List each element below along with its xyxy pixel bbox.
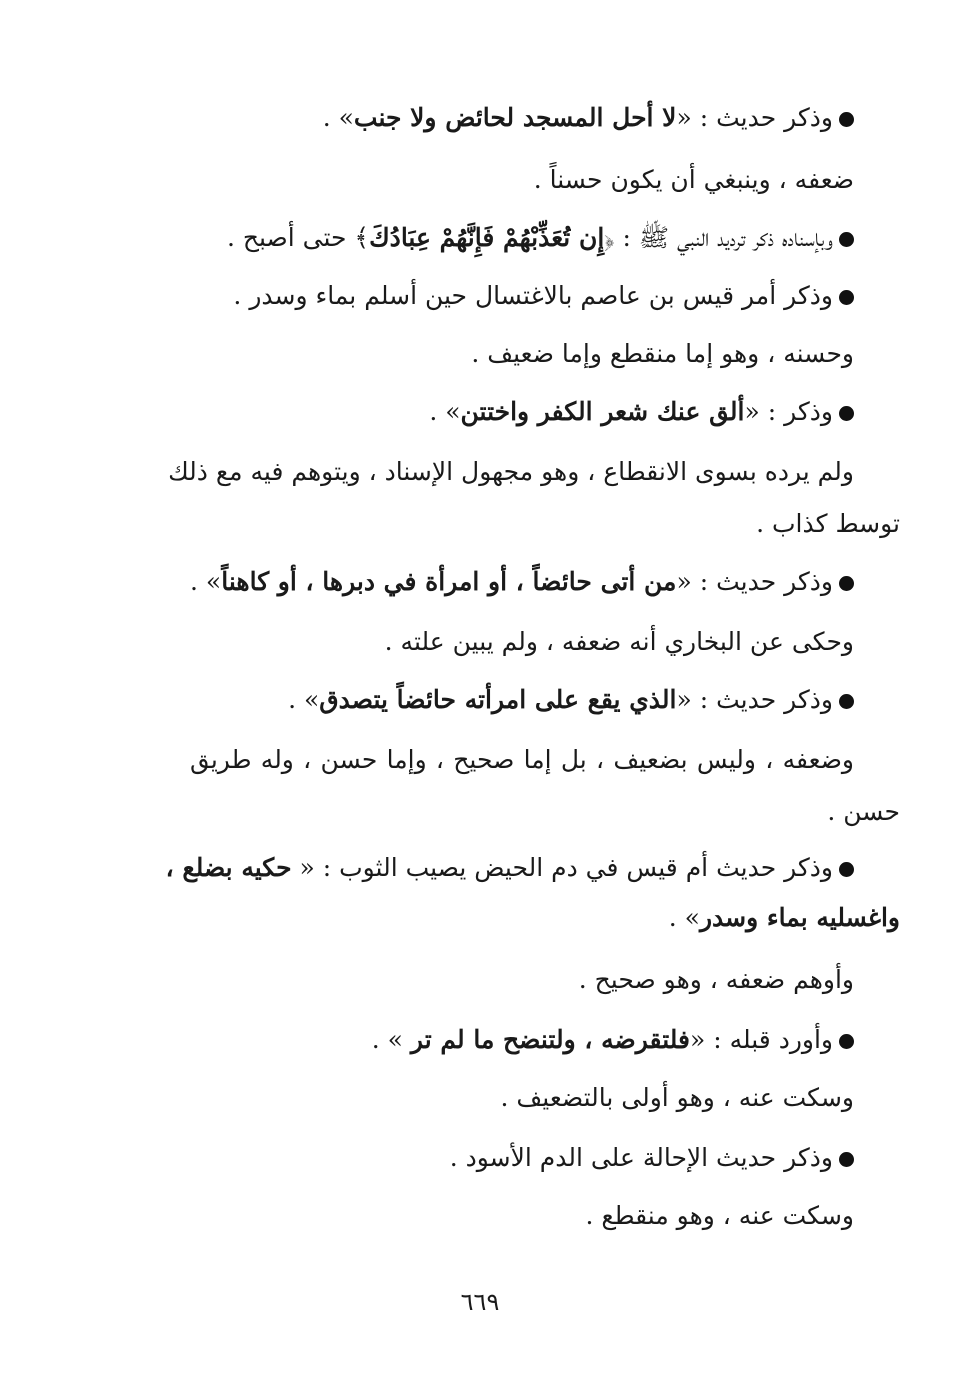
text-line-4: وذكر أمر قيس بن عاصم بالاغتسال حين أسلم بماء وسدر . — [190, 276, 854, 316]
text-line-6: وذكر : «ألق عنك شعر الكفر واختتن» . — [190, 392, 854, 432]
text-line-20: وسكت عنه ، وهو منقطع . — [585, 1201, 854, 1230]
text-line-9: وذكر حديث : «من أتى حائضاً ، أو امرأة في دبرها ، أو كاهناً» . — [190, 562, 854, 602]
text-line-5: وحسنه ، وهو إما منقطع وإما ضعيف . — [471, 339, 854, 368]
text-line-2: ضعفه ، وينبغي أن يكون حسناً . — [533, 165, 854, 194]
text-line-15: واغسليه بماء وسدر» . — [668, 903, 900, 932]
page-number: ٦٦٩ — [460, 1288, 500, 1316]
text-line-14: وذكر حديث أم قيس في دم الحيض يصيب الثوب : « حكيه بضلع ، — [190, 848, 854, 888]
text-line-7: ولم يرده بسوى الانقطاع ، وهو مجهول الإسناد ، ويتوهم فيه مع ذلك — [168, 457, 854, 486]
text-line-1: وذكر حديث : «لا أحل المسجد لحائض ولا جنب» . — [190, 98, 854, 138]
text-line-8: توسط كذاب . — [756, 509, 900, 538]
text-line-10: وحكى عن البخاري أنه ضعفه ، ولم يبين علته . — [384, 627, 854, 656]
text-line-13: حسن . — [827, 797, 900, 826]
text-line-18: وسكت عنه ، وهو أولى بالتضعيف . — [500, 1083, 854, 1112]
text-line-3: وبإسناده ذكر ترديد النبي ﷺ : ﴿إِن تُعَذِّبْهُمْ فَإِنَّهُمْ عِبَادُكَ﴾ حتى أصبح . — [190, 218, 854, 258]
text-line-11: وذكر حديث : «الذي يقع على امرأته حائضاً يتصدق» . — [190, 680, 854, 720]
text-line-17: وأورد قبله : «فلتقرضه ، ولتنضح ما لم تر » . — [190, 1020, 854, 1060]
text-line-12: وضعفه ، وليس بضعيف ، بل إما صحيح ، وإما حسن ، وله طريق — [190, 745, 854, 774]
text-line-19: وذكر حديث الإحالة على الدم الأسود . — [190, 1138, 854, 1178]
text-line-16: وأوهم ضعفه ، وهو صحيح . — [578, 965, 854, 994]
